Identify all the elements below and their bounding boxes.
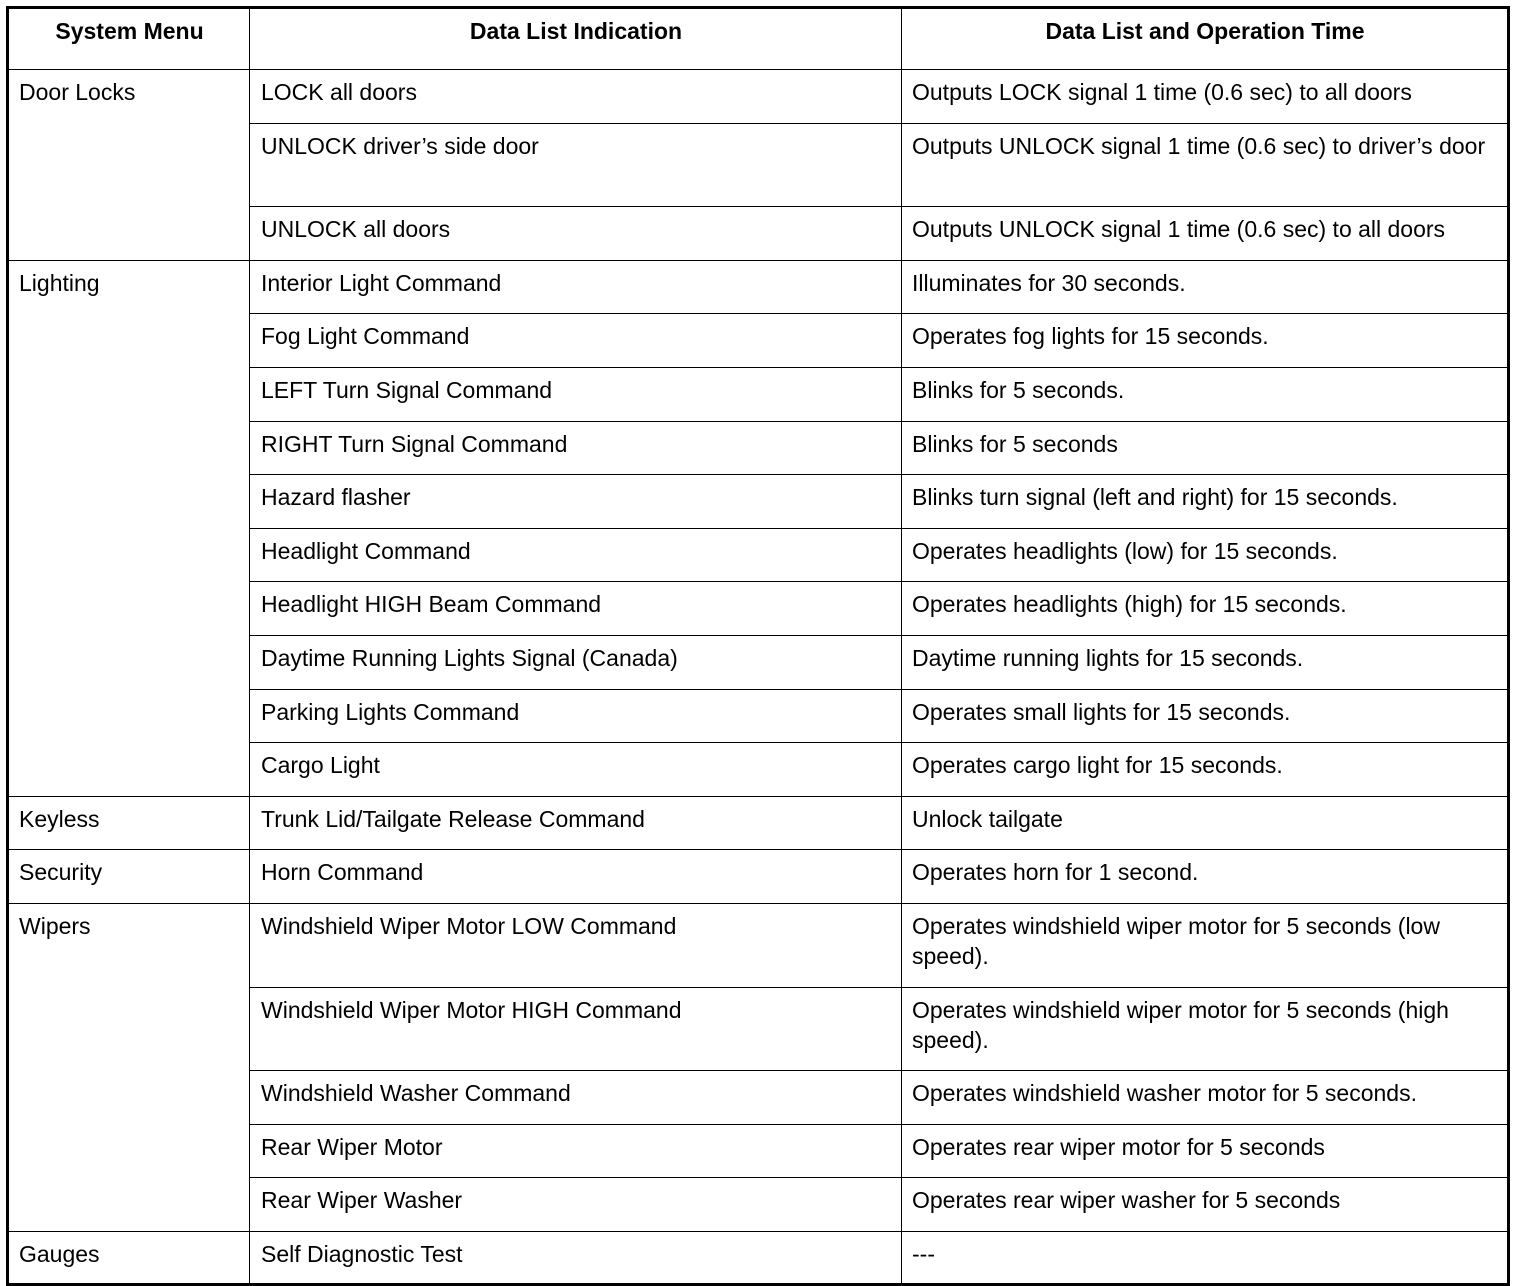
header-data-list-operation-time: Data List and Operation Time [902,8,1509,70]
operation-time-cell: Daytime running lights for 15 seconds. [902,635,1509,689]
operation-time-cell: Blinks turn signal (left and right) for 15 seconds. [902,475,1509,529]
operation-time-cell: Operates rear wiper washer for 5 seconds [902,1178,1509,1232]
indication-cell: Rear Wiper Washer [250,1178,902,1232]
table-row [8,260,1509,314]
indication-cell: UNLOCK driver’s side door [250,123,902,207]
indication-cell: Fog Light Command [250,314,902,368]
indication-cell: Daytime Running Lights Signal (Canada) [250,635,902,689]
indication-cell: RIGHT Turn Signal Command [250,421,902,475]
system-menu-cell: Security [8,850,250,904]
operation-time-cell: Outputs UNLOCK signal 1 time (0.6 sec) to all doors [902,207,1509,261]
operation-time-cell: Blinks for 5 seconds. [902,367,1509,421]
table-row [8,850,1509,904]
operation-time-cell: Operates windshield wiper motor for 5 seconds (low speed). [902,903,1509,987]
indication-cell: Cargo Light [250,743,902,797]
indication-cell: Interior Light Command [250,260,902,314]
operation-time-cell: Outputs UNLOCK signal 1 time (0.6 sec) to driver’s door [902,123,1509,207]
table-row [8,903,1509,987]
system-menu-cell: Gauges [8,1231,250,1285]
header-data-list-indication: Data List Indication [250,8,902,70]
header-system-menu: System Menu [8,8,250,70]
indication-cell: Hazard flasher [250,475,902,529]
system-menu-cell: Lighting [8,260,250,796]
operation-time-cell: Operates rear wiper motor for 5 seconds [902,1124,1509,1178]
data-list-table [6,6,1510,1286]
operation-time-cell: Operates windshield wiper motor for 5 seconds (high speed). [902,987,1509,1071]
indication-cell: Headlight Command [250,528,902,582]
operation-time-cell: Operates headlights (low) for 15 seconds. [902,528,1509,582]
operation-time-cell: Operates small lights for 15 seconds. [902,689,1509,743]
operation-time-cell: Blinks for 5 seconds [902,421,1509,475]
operation-time-cell: Unlock tailgate [902,796,1509,850]
operation-time-cell: --- [902,1231,1509,1285]
indication-cell: Horn Command [250,850,902,904]
table-body [8,70,1509,1285]
operation-time-cell: Outputs LOCK signal 1 time (0.6 sec) to all doors [902,70,1509,124]
indication-cell: Windshield Wiper Motor HIGH Command [250,987,902,1071]
system-menu-cell: Wipers [8,903,250,1231]
operation-time-cell: Operates horn for 1 second. [902,850,1509,904]
operation-time-cell: Illuminates for 30 seconds. [902,260,1509,314]
indication-cell: Headlight HIGH Beam Command [250,582,902,636]
indication-cell: Rear Wiper Motor [250,1124,902,1178]
table-row [8,70,1509,124]
indication-cell: Windshield Wiper Motor LOW Command [250,903,902,987]
system-menu-cell: Keyless [8,796,250,850]
operation-time-cell: Operates windshield washer motor for 5 seconds. [902,1071,1509,1125]
table-row [8,1231,1509,1285]
indication-cell: Parking Lights Command [250,689,902,743]
indication-cell: LEFT Turn Signal Command [250,367,902,421]
operation-time-cell: Operates fog lights for 15 seconds. [902,314,1509,368]
header-row [8,8,1509,70]
indication-cell: Windshield Washer Command [250,1071,902,1125]
indication-cell: UNLOCK all doors [250,207,902,261]
operation-time-cell: Operates cargo light for 15 seconds. [902,743,1509,797]
indication-cell: Self Diagnostic Test [250,1231,902,1285]
indication-cell: Trunk Lid/Tailgate Release Command [250,796,902,850]
system-menu-cell: Door Locks [8,70,250,261]
indication-cell: LOCK all doors [250,70,902,124]
table-row [8,796,1509,850]
operation-time-cell: Operates headlights (high) for 15 seconds. [902,582,1509,636]
